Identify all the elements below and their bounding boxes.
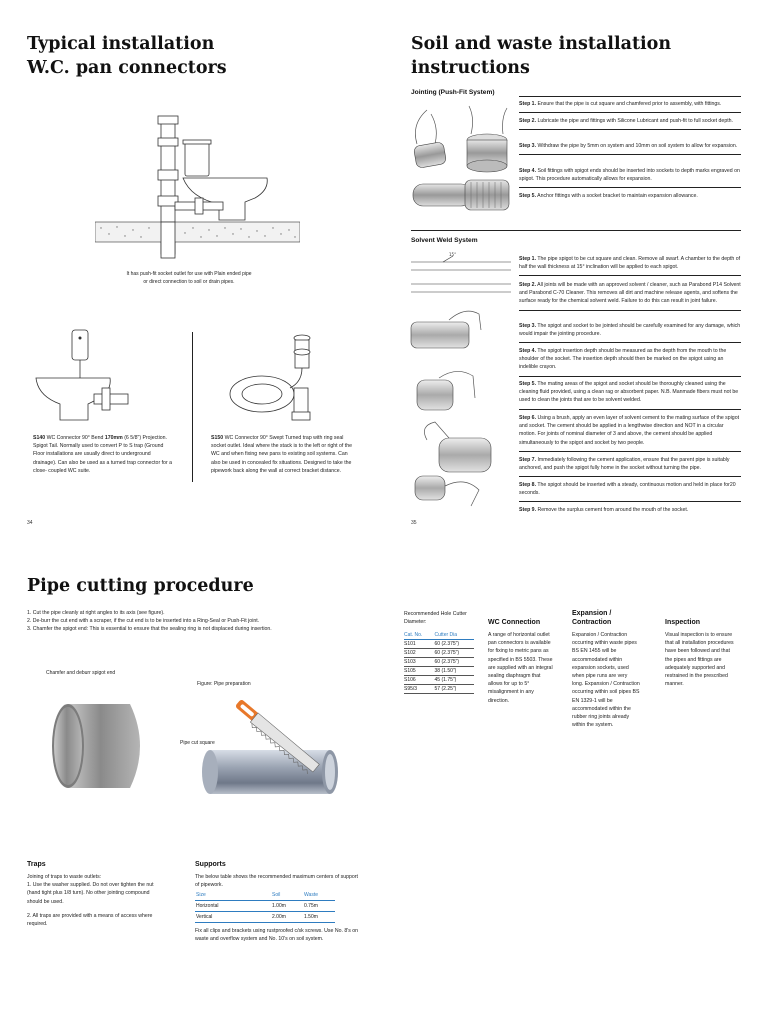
label-pipe-cut: Pipe cut square	[180, 740, 215, 746]
solvent-step-1: Step 1. The pipe spigot to be cut square and clean. Remove all swarf. A chamber to the depth of half the wall thickness at 15° inclination will be applied to each spigot.	[519, 255, 741, 276]
left-column-divider	[192, 332, 193, 482]
s140-code: S140	[33, 435, 46, 441]
hole-cutter-heading-line1: Recommended Hole Cutter	[404, 611, 467, 617]
s150-description	[211, 434, 357, 475]
push-fit-step-5: Step 5. Anchor fittings with a socket bracket to maintain expansion allowance.	[519, 193, 698, 199]
push-fit-step-3: Step 3. Withdraw the pipe by 5mm on system and 10mm on soil system to allow for expansion.	[519, 142, 741, 155]
s150-code: S150	[211, 435, 224, 441]
solvent-step-8: Step 8. The spigot should be inserted with a steady, continuous motion and held in place for20 seconds.	[519, 481, 741, 502]
expansion-heading-line2: Contraction	[572, 619, 612, 626]
supports-footer: Fix all clips and brackets using rustproofed c/sk screws. Use No. 8's on waste and overflow system and No. 10's on soil system.	[195, 928, 359, 943]
cutting-instructions	[27, 609, 367, 634]
push-fit-step-2: Step 2. Lubricate the pipe and fittings with Silicone Lubricant and push-fit to full socket depth.	[519, 117, 741, 130]
right-page-title	[411, 32, 671, 80]
table-row: S105 38 (1.50")	[404, 667, 474, 676]
push-fit-step-1: Step 1. Ensure that the pipe is cut square and chamfered prior to assembly, with fittings.	[519, 100, 741, 113]
inspection-text: Visual inspection is to ensure that all installation procedures have been followed and that the pipes and fittings are adequately supported and restrained in the prescribed manner.	[665, 632, 734, 688]
table-row: S103 60 (2.375")	[404, 658, 474, 667]
angle-label: 15°	[449, 252, 457, 257]
cutter-col-dia: Cutter Dia	[435, 631, 474, 640]
pipe-cutting-title: Pipe cutting procedure	[27, 576, 254, 596]
instruction-2: 2. De-burr the cut end with a scraper, if the cut end is to be inserted into a Ring-Seal or Push-Fit joint.	[27, 618, 260, 625]
wc-connection-heading: WC Connection	[488, 619, 541, 626]
solvent-weld-illustration	[409, 250, 515, 516]
traps-text	[27, 873, 157, 928]
push-fit-illustration	[409, 104, 515, 216]
right-title-line1: Soil and waste installation	[411, 34, 672, 54]
page-number-34: 34	[27, 520, 33, 526]
table-row: Vertical 2.00m 1.50m	[195, 912, 335, 923]
wc-figure-caption	[104, 270, 274, 286]
traps-text-3: 2. All traps are provided with a means of access where required.	[27, 912, 153, 928]
expansion-heading-line1: Expansion /	[572, 610, 612, 617]
push-fit-step-4: Step 4. Soil fittings with spigot ends should be inserted into sockets to depth marks engraved on spigot. This procedure automatically allows for expansion.	[519, 167, 741, 188]
expansion-text: Expansion / Contraction occurring within waste pipes BS EN 1455 will be accommodated within expansion sockets, used when pipe runs are very long. Expansion / Contraction occurring within soil pipes BS EN 1329-1 will be accommodated within the rubber ring joints already within the system.	[572, 632, 640, 729]
s150-text: WC Connector 90° Swept Turned trap with ring seal socket outlet. Ideal where the stack is to the left or right of the WC and when fixing new pans to existing soil systems. Can also be used in concealed fix situations. Designed to take the pipework back along the wall at correct bracket distance.	[211, 435, 353, 474]
solvent-step-7: Step 7. Immediately following the cement application, ensure that the parent pipe is suitably anchored, and push the spigot fully home in the socket without turning the pipe.	[519, 456, 741, 477]
solvent-step-9: Step 9. Remove the surplus cement from around the mouth of the socket.	[519, 507, 689, 513]
push-fit-top-rule	[519, 96, 741, 97]
left-title-line1: Typical installation	[27, 34, 215, 54]
caption-line1: It has push-fit socket outlet for use with Plain ended pipe	[126, 271, 252, 277]
traps-heading: Traps	[27, 861, 46, 868]
table-row: S106 45 (1.75")	[404, 676, 474, 685]
s140-text-b: (6 5/8") Projection. Spigot Tail. Normally used to convert P to S trap (Ground Floor installations are usually direct to underground drainage). Can also be used as a turned trap connector for a close- coupled WC suite.	[33, 435, 172, 474]
supports-col-waste: Waste	[303, 890, 335, 901]
expansion-heading	[572, 609, 611, 627]
supports-table	[195, 890, 335, 923]
supports-heading: Supports	[195, 861, 226, 868]
cutter-col-catno: Cat. No.	[404, 631, 435, 640]
s140-illustration	[30, 328, 140, 428]
solvent-step-5: Step 5. The mating areas of the spigot and socket should be thoroughly cleaned using the cleaning fluid provided, using a clean rag or absorbent paper. N.B. Manmade fibers must not be used to clean the joints that are to be solvent welded.	[519, 380, 741, 410]
wc-installation-illustration	[95, 112, 300, 260]
left-title-line2: W.C. pan connectors	[27, 58, 227, 78]
solvent-step-2: Step 2. All joints will be made with an approved solvent / cleaner, such as Parabond P14 Solvent and Parabond C-70 Cleaner. This removes all dirt and machine release agents, and softens the surface ready for the chemical solvent weld. Failure to do this can result in joint failure.	[519, 281, 741, 311]
instruction-3: 3. Chamfer the spigot end: This is essential to ensure that the sealing ring is not displaced during insertion.	[27, 626, 272, 633]
supports-col-soil: Soil	[271, 890, 303, 901]
label-figure: Figure: Pipe preparation	[197, 681, 251, 687]
table-row: S101 60 (2.375")	[404, 640, 474, 649]
supports-text: The below table shows the recommended maximum centers of support of pipework.	[195, 874, 358, 889]
section-divider	[411, 230, 741, 231]
table-row: S102 60 (2.375")	[404, 649, 474, 658]
label-chamfer: Chamfer and deburr spigot end	[46, 670, 116, 676]
hole-cutter-heading	[404, 610, 467, 626]
traps-text-1: Joining of traps to waste outlets:	[27, 874, 102, 880]
table-row: Horizontal 1.00m 0.75m	[195, 901, 335, 912]
page-number-35: 35	[411, 520, 417, 526]
cutter-table-header	[404, 631, 474, 640]
instruction-1: 1. Cut the pipe cleanly at right angles to its axis (see figure).	[27, 610, 165, 616]
solvent-step-4: Step 4. The spigot insertion depth should be measured as the depth from the mouth to the shoulder of the socket. The insertion depth should then be marked on the spigot using an indelible crayon.	[519, 347, 741, 377]
supports-table-header	[195, 890, 335, 901]
table-row: S95/3 57 (2.25")	[404, 685, 474, 694]
s140-bold: 170mm	[104, 435, 123, 441]
hole-cutter-heading-line2: Diameter:	[404, 619, 427, 626]
left-page-title	[27, 32, 227, 80]
push-fit-heading: Jointing (Push-Fit System)	[411, 89, 495, 96]
s140-description	[33, 434, 173, 475]
solvent-weld-heading: Solvent Weld System	[411, 237, 478, 244]
inspection-heading: Inspection	[665, 619, 701, 626]
s140-text-a: WC Connector 90° Bend	[45, 435, 105, 441]
s150-illustration	[220, 332, 320, 428]
wc-connection-text: A range of horizontal outlet pan connectors is available for fixing to metric pans as specified in BS 5503. These are supplied with an integral sealing diaphragm that allows for up to 5° misalignment in any direction.	[488, 632, 553, 704]
pipe-preparation-illustration	[40, 690, 340, 810]
traps-text-2: 1. Use the washer supplied. Do not over tighten the nut (hand tight plus 1/8 turn). No other jointing compound should be used.	[27, 882, 154, 905]
solvent-step-3: Step 3. The spigot and socket to be jointed should be carefully examined for any damage, which would impair the jointing procedure.	[519, 322, 741, 343]
caption-line2: or direct connection to soil or drain pipes.	[143, 279, 235, 285]
cutter-table	[404, 631, 474, 694]
right-title-line2: instructions	[411, 58, 530, 78]
supports-col-size: Size	[195, 890, 271, 901]
solvent-step-6: Step 6. Using a brush, apply an even layer of solvent cement to the mating surface of the spigot and socket. The cement should be applied in a lengthwise direction and NOT in a circular motion. For joints of nominal diameter of 3 and above, the cement should be applied simultaneously to the spigot and socket by two people.	[519, 414, 741, 452]
